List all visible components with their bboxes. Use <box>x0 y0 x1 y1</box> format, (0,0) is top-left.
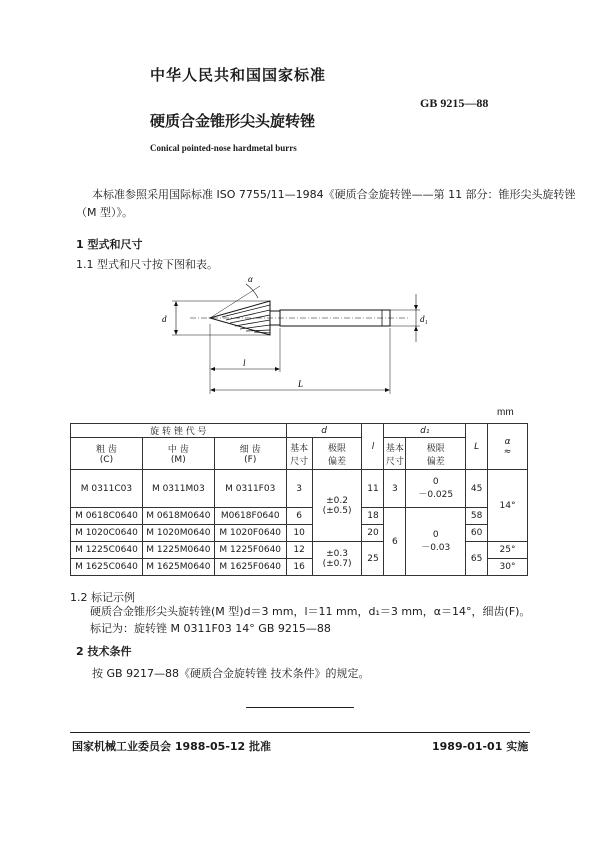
header-medium-label: 中 齿 <box>167 445 189 455</box>
cell-alpha-25: 25° <box>488 542 528 559</box>
cell-coarse: M 0618C0640 <box>71 508 143 525</box>
burr-drawing <box>150 272 440 402</box>
cell-d: 3 <box>286 470 312 508</box>
marking-example-line-2: 标记为：旋转锉 M 0311F03 14° GB 9215—88 <box>90 622 331 635</box>
cell-d1-dev-1 <box>406 470 466 508</box>
dimension-table <box>70 423 528 576</box>
cell-coarse: M 1020C0640 <box>71 525 143 542</box>
header-alpha-approx: ≈ <box>503 446 512 457</box>
cell-d: 6 <box>286 508 312 525</box>
cell-l: 20 <box>362 525 384 542</box>
cell-coarse: M 1225C0640 <box>71 542 143 559</box>
document-title-english: Conical pointed-nose hardmetal burrs <box>150 143 297 153</box>
header-fine <box>214 438 286 470</box>
label-l: l <box>243 358 246 368</box>
cell-coarse: M 1625C0640 <box>71 559 143 576</box>
cell-alpha-30: 30° <box>488 559 528 576</box>
standard-code: GB 9215—88 <box>420 96 489 110</box>
header-l: l <box>362 424 384 470</box>
footer-rule <box>70 732 530 733</box>
cell-l-25: 25 <box>362 542 384 576</box>
cell-d-dev-2 <box>312 542 362 576</box>
cell-medium: M 1225M0640 <box>142 542 214 559</box>
header-alpha-sym: α <box>504 436 511 447</box>
header-d-basic <box>286 438 312 470</box>
cell-L: 60 <box>466 525 488 542</box>
cell-d1-6: 6 <box>384 508 406 576</box>
cell-fine: M 1225F0640 <box>214 542 286 559</box>
d1-dev-1-b: －0.025 <box>418 490 454 500</box>
section-1-heading: 1 型式和尺寸 <box>76 238 143 251</box>
cell-alpha-14: 14° <box>488 470 528 542</box>
header-coarse-label: 粗 齿 <box>96 445 117 455</box>
cell-fine: M 1020F0640 <box>214 525 286 542</box>
header-d1: d₁ <box>384 424 466 438</box>
label-L: L <box>298 379 304 389</box>
header-fine-label: 细 齿 <box>239 445 261 455</box>
header-fine-code: (F) <box>244 455 257 465</box>
document-title: 硬质合金锥形尖头旋转锉 <box>150 112 316 130</box>
cell-medium: M 1625M0640 <box>142 559 214 576</box>
header-limit-label: 极限 <box>328 443 347 454</box>
unit-label: mm <box>497 407 514 418</box>
header-dev-label: 偏差 <box>426 456 445 467</box>
header-d: d <box>286 424 362 438</box>
header-code: 旋 转 锉 代 号 <box>71 424 287 438</box>
intro-line-2: （M 型）》。 <box>76 206 133 219</box>
cell-L: 58 <box>466 508 488 525</box>
d1-dev-2-b: －0.03 <box>421 543 451 553</box>
cell-d-dev-1 <box>312 470 362 542</box>
cell-fine: M 0311F03 <box>214 470 286 508</box>
header-size-label: 尺寸 <box>290 456 309 467</box>
header-coarse <box>71 438 143 470</box>
section-2-text: 按 GB 9217—88《硬质合金旋转锉 技术条件》的规定。 <box>92 667 370 680</box>
cell-d1: 3 <box>384 470 406 508</box>
header-L: L <box>466 424 488 470</box>
d1-dev-1-a: 0 <box>432 477 439 487</box>
cell-d1-dev-2 <box>406 508 466 576</box>
label-d1: d₁ <box>420 314 428 324</box>
cell-d: 10 <box>286 525 312 542</box>
header-size-label: 尺寸 <box>385 456 404 467</box>
cell-coarse: M 0311C03 <box>71 470 143 508</box>
label-alpha: α <box>248 274 253 284</box>
effective-date: 1989-01-01 实施 <box>432 740 529 753</box>
d-dev-2-a: ±0.3 <box>326 548 348 559</box>
section-2-heading: 2 技术条件 <box>76 645 132 658</box>
d-dev-2-b: (±0.7) <box>322 558 352 569</box>
marking-example-line-1: 硬质合金锥形尖头旋转锉(M 型)d＝3 mm，l＝11 mm，d₁＝3 mm，α＝14°，细齿(F)。 <box>90 605 531 618</box>
table-subheader-row <box>71 438 528 470</box>
cell-medium: M 1020M0640 <box>142 525 214 542</box>
cell-L: 45 <box>466 470 488 508</box>
end-rule <box>246 707 354 708</box>
header-medium-code: (M) <box>170 455 186 465</box>
label-d: d <box>162 314 167 324</box>
cell-fine: M 1625F0640 <box>214 559 286 576</box>
cell-l: 18 <box>362 508 384 525</box>
table-row <box>71 508 528 525</box>
cell-medium: M 0618M0640 <box>142 508 214 525</box>
cell-d: 12 <box>286 542 312 559</box>
country-standard-title: 中华人民共和国国家标准 <box>150 66 327 84</box>
header-d-limit <box>312 438 362 470</box>
header-alpha <box>488 424 528 470</box>
table-row <box>71 470 528 508</box>
cell-L-65: 65 <box>466 542 488 576</box>
header-basic-label: 基本 <box>290 443 309 454</box>
header-basic-label: 基本 <box>385 443 404 454</box>
header-medium <box>142 438 214 470</box>
header-d1-basic <box>384 438 406 470</box>
header-coarse-code: (C) <box>99 455 114 465</box>
cell-medium: M 0311M03 <box>142 470 214 508</box>
section-1-1-text: 1.1 型式和尺寸按下图和表。 <box>76 258 218 271</box>
table-header-row <box>71 424 528 438</box>
header-d1-limit <box>406 438 466 470</box>
intro-line-1: 本标准参照采用国际标准 ISO 7755/11—1984《硬质合金旋转锉——第 11 部分：锥形尖头旋转锉 <box>92 188 576 201</box>
approval-info: 国家机械工业委员会 1988-05-12 批准 <box>72 740 272 753</box>
d-dev-1-a: ±0.2 <box>326 495 348 506</box>
cell-d: 16 <box>286 559 312 576</box>
d1-dev-2-a: 0 <box>432 530 439 540</box>
header-limit-label: 极限 <box>426 443 445 454</box>
section-1-2-heading: 1.2 标记示例 <box>70 591 135 604</box>
header-dev-label: 偏差 <box>328 456 347 467</box>
d-dev-1-b: (±0.5) <box>322 505 352 516</box>
cell-fine: M0618F0640 <box>214 508 286 525</box>
cell-l: 11 <box>362 470 384 508</box>
